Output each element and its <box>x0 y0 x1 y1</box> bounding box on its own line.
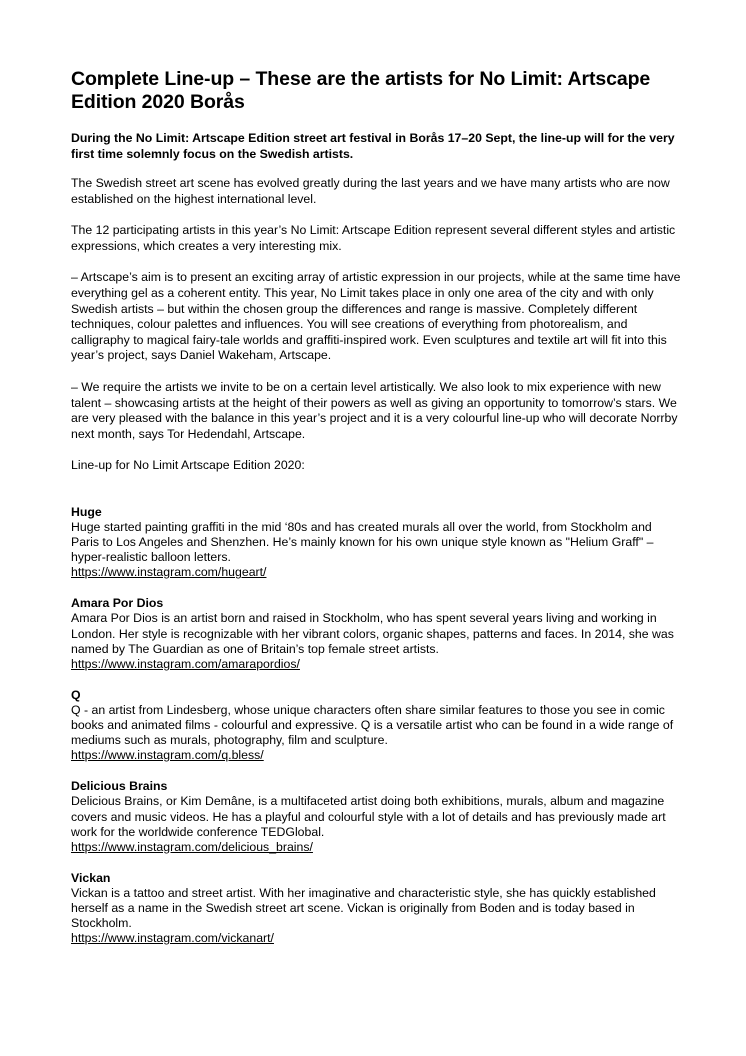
artist-entry-q <box>71 688 681 763</box>
artist-instagram-link[interactable]: https://www.instagram.com/q.bless/ <box>71 748 264 763</box>
artist-instagram-link[interactable]: https://www.instagram.com/amarapordios/ <box>71 656 300 671</box>
artist-entry-vickan <box>71 871 681 946</box>
body-paragraph: – Artscape’s aim is to present an exciting array of artistic expression in our projects, while at the same time have everything gel as a coherent entity. This year, No Limit takes place in only one area of the city and with only Swedish artists – but within the chosen group the differences and range is massive. Completely different techniques, colour palettes and influences. You will see creations of everything from photorealism, and calligraphy to magical fairy-tale worlds and graffiti-inspired work. Even sculptures and textile art will fit into this year’s project, says Daniel Wakeham, Artscape. <box>71 270 681 363</box>
artist-name: Vickan <box>71 870 111 885</box>
document-page <box>71 68 681 962</box>
artist-entry-delicious-brains <box>71 779 681 854</box>
artist-name: Huge <box>71 504 102 519</box>
artist-instagram-link[interactable]: https://www.instagram.com/hugeart/ <box>71 565 267 580</box>
lineup-heading: Line-up for No Limit Artscape Edition 2020: <box>71 458 305 473</box>
body-paragraph: The Swedish street art scene has evolved greatly during the last years and we have many artists who are now established on the highest international level. <box>71 176 670 206</box>
lead-paragraph: During the No Limit: Artscape Edition street art festival in Borås 17–20 Sept, the line-up will for the very first time solemnly focus on the Swedish artists. <box>71 131 675 161</box>
artist-name: Amara Por Dios <box>71 596 164 611</box>
artist-name: Delicious Brains <box>71 779 168 794</box>
artist-description: Vickan is a tattoo and street artist. With her imaginative and characteristic style, she has quickly established herself as a name in the Swedish street art scene. Vickan is originally from Boden and is today based in Stockholm. <box>71 885 656 931</box>
body-paragraph: – We require the artists we invite to be on a certain level artistically. We also look to mix experience with new talent – showcasing artists at the height of their powers as well as giving an opportunity to tomorrow’s stars. We are very pleased with the balance in this year’s project and it is a very colourful line-up who will decorate Norrby next month, says Tor Hedendahl, Artscape. <box>71 379 678 441</box>
artist-name: Q <box>71 687 81 702</box>
body-paragraph: The 12 participating artists in this year’s No Limit: Artscape Edition represent several different styles and artistic expressions, which creates a very interesting mix. <box>71 223 676 253</box>
artist-entry-amara-por-dios <box>71 596 681 671</box>
artist-entry-huge <box>71 505 681 580</box>
artist-description: Delicious Brains, or Kim Demâne, is a multifaceted artist doing both exhibitions, murals, album and magazine covers and music videos. He has a playful and colourful style with a lot of details and has previously made art work for the worldwide conference TEDGlobal. <box>71 794 666 839</box>
page-title: Complete Line-up – These are the artists for No Limit: Artscape Edition 2020 Borås <box>71 68 651 113</box>
artist-description: Q - an artist from Lindesberg, whose unique characters often share similar features to those you see in comic books and animated films - colourful and expressive. Q is a versatile artist who can be found in a wide range of mediums such as murals, photography, film and sculpture. <box>71 702 674 748</box>
artist-instagram-link[interactable]: https://www.instagram.com/vickanart/ <box>71 931 274 946</box>
artist-instagram-link[interactable]: https://www.instagram.com/delicious_brains/ <box>71 839 313 854</box>
artist-description: Huge started painting graffiti in the mid ‘80s and has created murals all over the world, from Stockholm and Paris to Los Angeles and Shenzhen. He’s mainly known for his own unique style known as "Helium Graff" – hyper-realistic balloon letters. <box>71 520 654 565</box>
artist-description: Amara Por Dios is an artist born and raised in Stockholm, who has spent several years living and working in London. Her style is recognizable with her vibrant colors, organic shapes, patterns and faces. In 2014, she was named by The Guardian as one of Britain’s top female street artists. <box>71 611 674 656</box>
